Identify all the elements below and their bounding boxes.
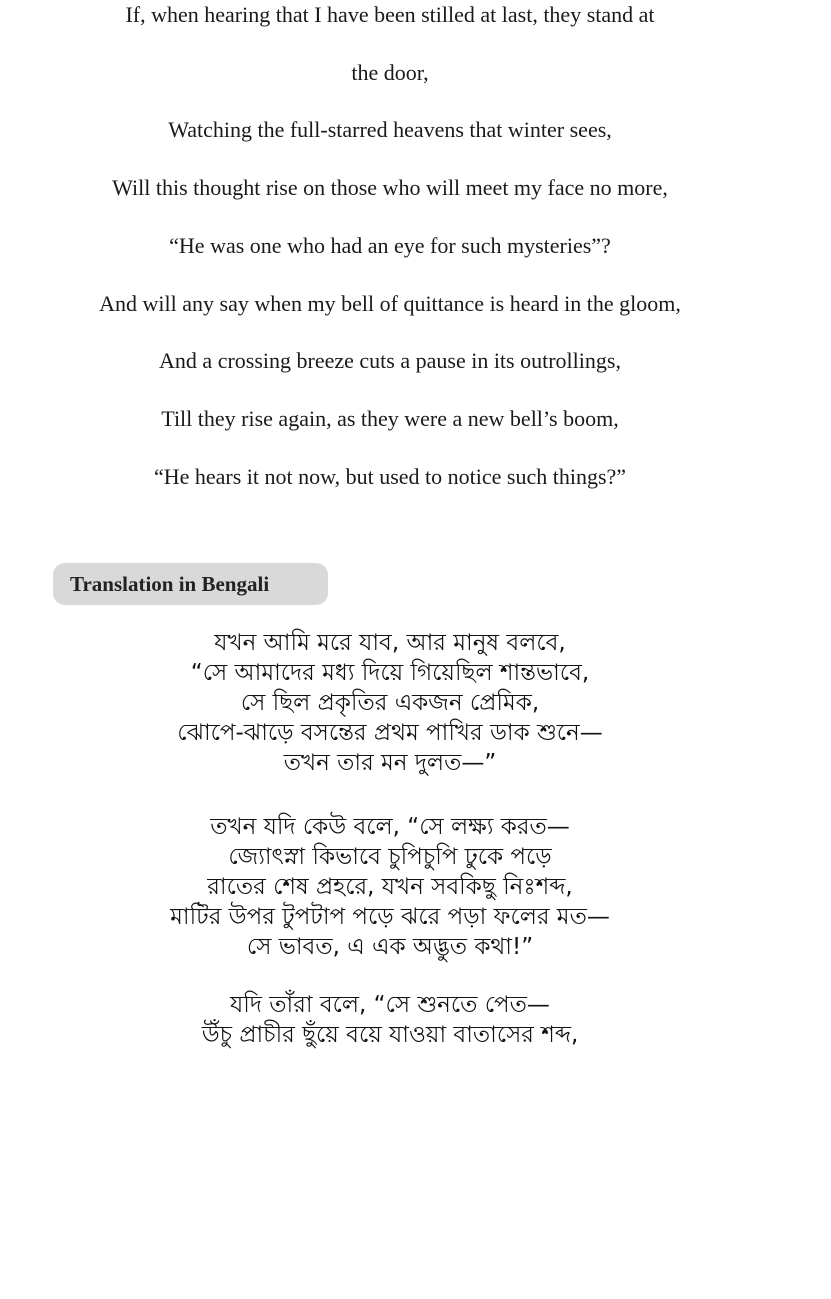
bengali-stanza-3 — [0, 990, 780, 1050]
poem-line: the door, — [351, 59, 429, 85]
bengali-poem-line: “সে আমাদের মধ্য দিয়ে গিয়েছিল শান্তভাবে, — [190, 660, 590, 686]
bengali-poem-line: সে ভাবত, এ এক অদ্ভুত কথা!” — [246, 934, 534, 960]
poem-line: Will this thought rise on those who will meet my face no more, — [112, 175, 668, 201]
poem-line: “He hears it not now, but used to notice such things?” — [153, 463, 627, 489]
poem-line: “He was one who had an eye for such mysteries”? — [169, 232, 611, 258]
bengali-poem-line: জ্যোৎস্না কিভাবে চুপিচুপি ঢুকে পড়ে — [228, 844, 552, 870]
poem-line: Till they rise again, as they were a new bell’s boom, — [161, 405, 619, 431]
section-label: Translation in Bengali — [53, 563, 328, 605]
bengali-poem-line: সে ছিল প্রকৃতির একজন প্রেমিক, — [240, 690, 540, 716]
bengali-poem-line: রাতের শেষ প্রহরে, যখন সবকিছু নিঃশব্দ, — [207, 874, 573, 900]
english-poem — [0, 0, 780, 505]
bengali-stanza-2 — [0, 812, 780, 962]
poem-line: And a crossing breeze cuts a pause in its outrollings, — [159, 348, 621, 374]
bengali-poem-line: ঝোপে-ঝাড়ে বসন্তের প্রথম পাখির ডাক শুনে— — [177, 720, 603, 746]
poem-line: Watching the full-starred heavens that winter sees, — [168, 117, 612, 143]
poem-line: If, when hearing that I have been stilled at last, they stand at — [125, 2, 655, 27]
bengali-stanza-1 — [0, 628, 780, 778]
bengali-poem-line: মাটির উপর টুপটাপ পড়ে ঝরে পড়া ফলের মত— — [170, 904, 610, 930]
bengali-poem-line: তখন তার মন দুলত—” — [283, 750, 497, 776]
bengali-poem-line: উঁচু প্রাচীর ছুঁয়ে বয়ে যাওয়া বাতাসের শব্দ, — [201, 1022, 579, 1048]
bengali-poem-line: যদি তাঁরা বলে, “সে শুনতে পেত— — [230, 992, 550, 1018]
bengali-poem-line: যখন আমি মরে যাব, আর মানুষ বলবে, — [214, 630, 566, 656]
bengali-poem-line: তখন যদি কেউ বলে, “সে লক্ষ্য করত— — [210, 814, 570, 840]
poem-line: And will any say when my bell of quittance is heard in the gloom, — [99, 290, 681, 316]
